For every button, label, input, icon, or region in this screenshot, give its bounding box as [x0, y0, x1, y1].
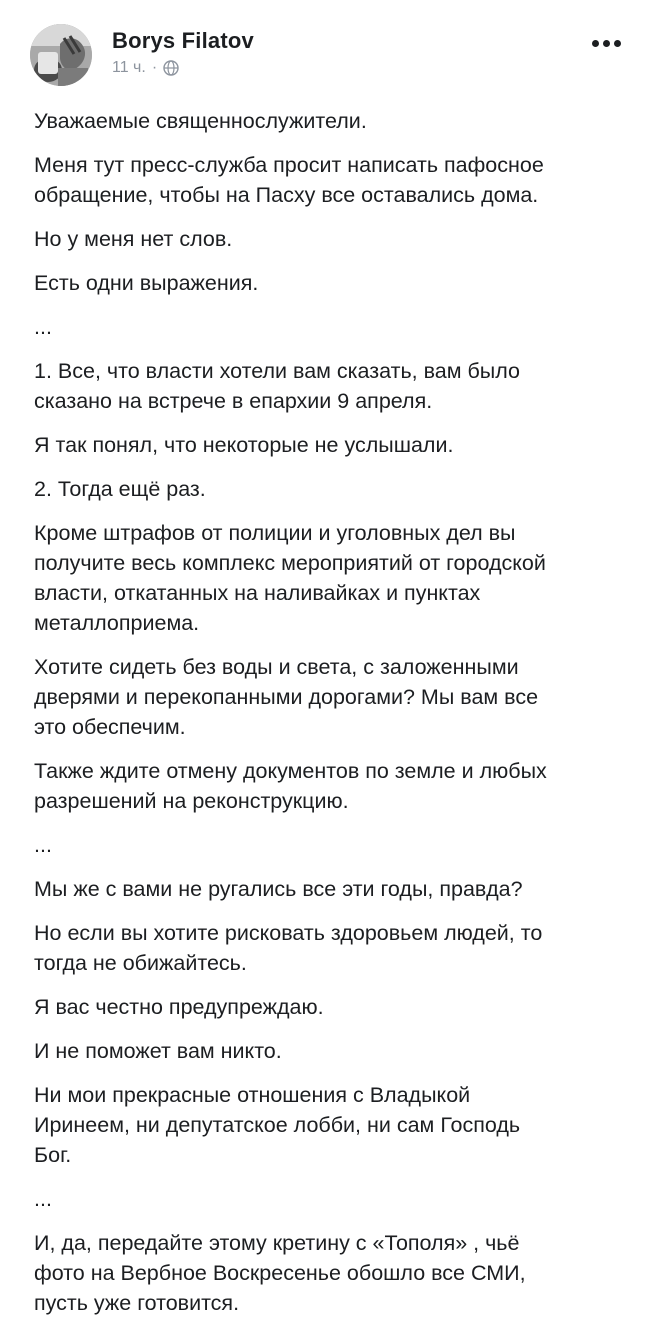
post-paragraph: ...	[34, 315, 52, 339]
post-paragraph: Я так понял, что некоторые не услышали.	[34, 433, 454, 457]
post-paragraph: ...	[34, 833, 52, 857]
more-options-button[interactable]	[586, 30, 626, 56]
post-paragraph: Кроме штрафов от полиции и уголовных дел вы получите весь комплекс мероприятий от городской власти, откатанных на наливайках и пунктах металлоприема.	[34, 521, 546, 635]
post-paragraph: Но у меня нет слов.	[34, 227, 233, 251]
post-paragraph: Также ждите отмену документов по земле и любых разрешений на реконструкцию.	[34, 759, 547, 813]
post-body	[34, 106, 630, 1332]
post-paragraph: Мы же с вами не ругались все эти годы, правда?	[34, 877, 523, 901]
post-paragraph: 1. Все, что власти хотели вам сказать, вам было сказано на встрече в епархии 9 апреля.	[34, 359, 520, 413]
avatar-photo-icon	[30, 24, 92, 86]
author-name[interactable]: Borys Filatov	[112, 28, 254, 53]
post-header	[0, 0, 654, 100]
post-paragraph: ...	[34, 1187, 52, 1211]
post-paragraph: 2. Тогда ещё раз.	[34, 477, 206, 501]
post-paragraph: И не поможет вам никто.	[34, 1039, 282, 1063]
post-paragraph: Я вас честно предупреждаю.	[34, 995, 324, 1019]
post-paragraph: Но если вы хотите рисковать здоровьем людей, то тогда не обижайтесь.	[34, 921, 543, 975]
globe-icon	[163, 60, 179, 76]
more-dots-icon	[603, 40, 610, 47]
more-dots-icon	[592, 40, 599, 47]
more-dots-icon	[614, 40, 621, 47]
meta-separator: ·	[151, 59, 158, 76]
post-paragraph: Ни мои прекрасные отношения с Владыкой Иринеем, ни депутатское лобби, ни сам Господь Бог.	[34, 1083, 521, 1167]
post-paragraph: Уважаемые священнослужители.	[34, 109, 367, 133]
author-avatar[interactable]	[30, 24, 92, 86]
post-paragraph: Меня тут пресс-служба просит написать пафосное обращение, чтобы на Пасху все оставались дома.	[34, 153, 544, 207]
post-meta	[112, 58, 179, 78]
post-paragraph: И, да, передайте этому кретину с «Тополя» , чьё фото на Вербное Воскресенье обошло все СМИ, пусть уже готовится.	[34, 1231, 526, 1315]
post-paragraph: Хотите сидеть без воды и света, с заложенными дверями и перекопанными дорогами? Мы вам все это обеспечим.	[34, 655, 539, 739]
post-timestamp[interactable]: 11 ч.	[112, 59, 146, 76]
post-paragraph: Есть одни выражения.	[34, 271, 259, 295]
